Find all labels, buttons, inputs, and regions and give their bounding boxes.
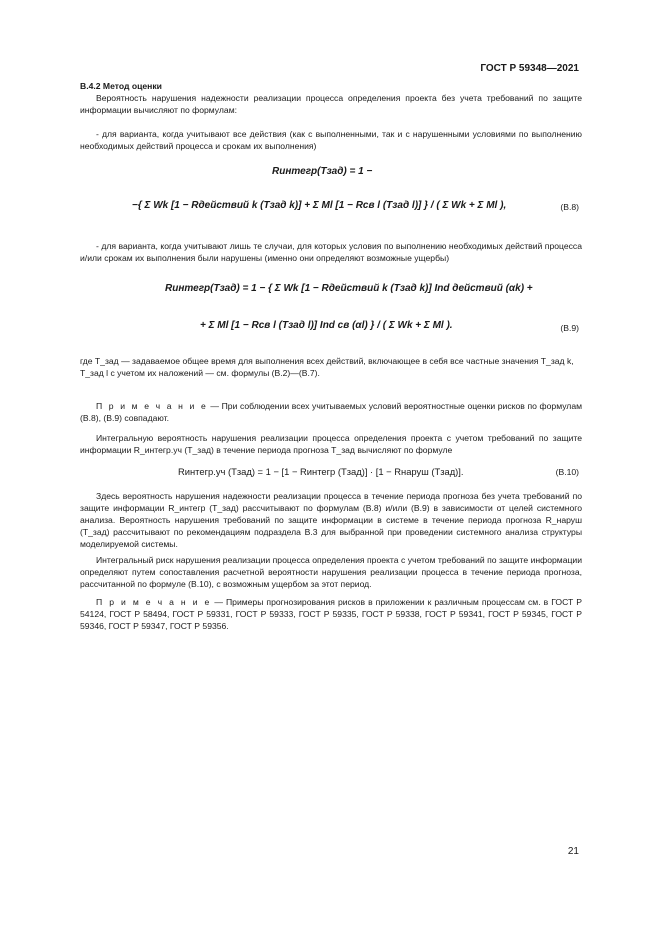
formula-b9-line2: + Σ Ml [1 − Rсв l (Tзад l)] Ind св (αl) } / ( Σ Wk + Σ Ml ). — [200, 320, 453, 331]
paragraph-integral-probability: Интегральную вероятность нарушения реализации процесса определения проекта с учетом требований по защите информации R_интегр.уч (T_зад) в течение периода прогноза T_зад вычисляют по формуле — [80, 433, 582, 455]
paragraph-where: где T_зад — задаваемое общее время для выполнения всех действий, включающее в себя все частные значения T_зад k, T_зад l с учетом их наложений — см. формулы (В.2)—(В.7). — [80, 356, 574, 378]
formula-b9-line1: Rинтегр(Tзад) = 1 − { Σ Wk [1 − Rдействий k (Tзад k)] Ind действий (αk) + — [165, 283, 533, 294]
page-number: 21 — [567, 846, 579, 857]
note-2-text: — Примеры прогнозирования рисков в приложении к различным процессам см. в ГОСТ Р 54124, ГОСТ Р 58494, ГОСТ Р 59331, ГОСТ Р 59333, ГОСТ Р 59335, ГОСТ Р 59338, ГОСТ Р 59341, ГОСТ Р 59345, ГОСТ Р 59346, ГОСТ Р 59347, ГОСТ Р 59356. — [80, 597, 583, 631]
paragraph-explanation: Здесь вероятность нарушения надежности реализации процесса в течение периода прогноза без учета требований по защите информации R_интегр (T_зад) рассчитывают по формулам (В.8) и/или (В.9) в зависимости от целей системного анализа. Вероятность нарушения требований по защите информации в системе в течение периода прогноза R_наруш (T_зад) рассчитывают по рекомендациям подраздела В.3 для выбранной при проведении системного анализа структуры моделируемой системы. — [80, 491, 582, 549]
paragraph-variant-violated: - для варианта, когда учитывают лишь те случаи, для которых условия по выполнению необходимых действий процесса и/или срокам их выполнения были нарушены (именно они определяют возможные ущербы) — [80, 241, 582, 263]
note-2-label: П р и м е ч а н и е — [96, 597, 212, 607]
formula-b10: Rинтегр.уч (Tзад) = 1 − [1 − Rинтегр (Tзад)] · [1 − Rнаруш (Tзад)]. — [178, 466, 464, 477]
note-1-label: П р и м е ч а н и е — [96, 401, 208, 411]
formula-b8-line2: −{ Σ Wk [1 − Rдействий k (Tзад k)] + Σ Ml [1 − Rсв l (Tзад l)] } / ( Σ Wk + Σ Ml ), — [132, 200, 507, 211]
equation-number-b9: (В.9) — [560, 323, 579, 333]
equation-number-b8: (В.8) — [560, 202, 579, 212]
document-code: ГОСТ Р 59348—2021 — [480, 63, 579, 74]
formula-b8-line1: Rинтегр(Tзад) = 1 − — [272, 166, 373, 177]
paragraph-variant-all: - для варианта, когда учитывают все действия (как с выполненными, так и с нарушенными условиями по выполнению необходимых действий процесса и срокам их выполнения) — [80, 129, 582, 151]
section-heading: В.4.2 Метод оценки — [80, 81, 162, 91]
note-1 — [80, 400, 582, 424]
paragraph-intro: Вероятность нарушения надежности реализации процесса определения проекта без учета требований по защите информации вычисляют по формулам: — [80, 93, 582, 115]
note-2 — [80, 596, 582, 632]
paragraph-integral-risk: Интегральный риск нарушения реализации процесса определения проекта с учетом требований по защите информации определяют путем сопоставления расчетной вероятности нарушения реализации процесса в течение периода прогноза, рассчитанной по формуле (В.10), с возможным ущербом за этот период. — [80, 555, 582, 589]
equation-number-b10: (В.10) — [555, 467, 579, 477]
note-1-text: — При соблюдении всех учитываемых условий вероятностные оценки рисков по формулам (В.8), (В.9) совпадают. — [80, 401, 583, 423]
